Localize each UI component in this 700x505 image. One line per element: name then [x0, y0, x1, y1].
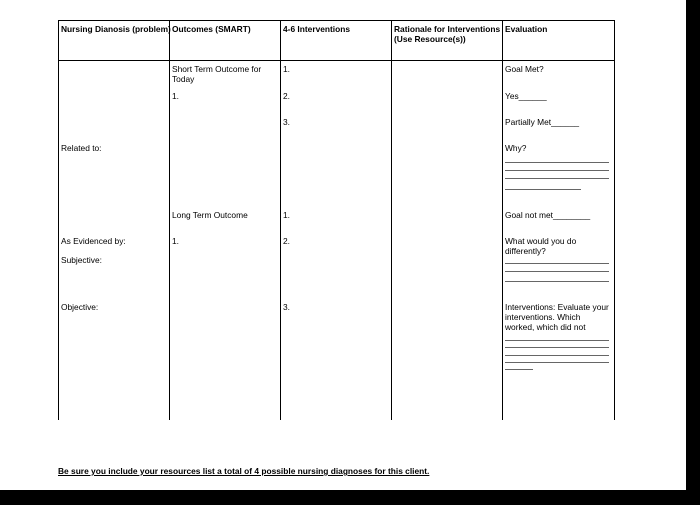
partially-met-label: Partially Met______	[505, 117, 580, 127]
header-diagnosis: Nursing Dianosis (problem)	[61, 24, 171, 34]
blank-line	[505, 189, 581, 190]
blank-line	[505, 340, 609, 341]
blank-line	[505, 347, 609, 348]
screenshot-border-bottom	[0, 490, 700, 505]
blank-line	[505, 362, 609, 363]
blank-line	[505, 355, 609, 356]
column-divider	[169, 20, 170, 420]
table-border-top	[58, 20, 615, 21]
blank-line	[505, 281, 609, 282]
table-border-left	[58, 20, 59, 420]
column-divider	[502, 20, 503, 420]
long-term-outcome-item: 1.	[172, 236, 179, 246]
intervention-number: 2.	[283, 236, 290, 246]
intervention-number: 1.	[283, 210, 290, 220]
intervention-number: 3.	[283, 302, 290, 312]
column-divider	[391, 20, 392, 420]
blank-line	[505, 271, 609, 272]
blank-line	[505, 369, 533, 370]
why-label: Why?	[505, 143, 527, 153]
blank-line	[505, 178, 609, 179]
long-term-outcome-label: Long Term Outcome	[172, 210, 248, 220]
objective-label: Objective:	[61, 302, 99, 312]
header-rationale: Rationale for Interventions (Use Resource(s))	[394, 24, 501, 44]
related-to-label: Related to:	[61, 143, 102, 153]
goal-met-label: Goal Met?	[505, 64, 544, 74]
what-differently-label: What would you do differently?	[505, 236, 577, 256]
header-row-divider	[58, 60, 615, 61]
header-interventions: 4-6 Interventions	[283, 24, 351, 34]
column-divider	[280, 20, 281, 420]
blank-line	[505, 170, 609, 171]
header-outcomes: Outcomes (SMART)	[172, 24, 251, 34]
short-term-outcome-item: 1.	[172, 91, 179, 101]
screenshot-border-right	[686, 0, 700, 505]
intervention-number: 2.	[283, 91, 290, 101]
subjective-label: Subjective:	[61, 255, 102, 265]
blank-line	[505, 162, 609, 163]
yes-label: Yes______	[505, 91, 547, 101]
goal-not-met-label: Goal not met________	[505, 210, 591, 220]
intervention-number: 3.	[283, 117, 290, 127]
table-border-right	[614, 20, 615, 420]
intervention-number: 1.	[283, 64, 290, 74]
footer-instruction: Be sure you include your resources list a total of 4 possible nursing diagnoses for this client.	[58, 466, 430, 476]
interventions-evaluation-label: Interventions: Evaluate your interventions. Which worked, which did not	[505, 302, 609, 332]
header-evaluation: Evaluation	[505, 24, 548, 34]
as-evidenced-by-label: As Evidenced by:	[61, 236, 126, 246]
blank-line	[505, 263, 609, 264]
short-term-outcome-label: Short Term Outcome for Today	[172, 64, 262, 84]
